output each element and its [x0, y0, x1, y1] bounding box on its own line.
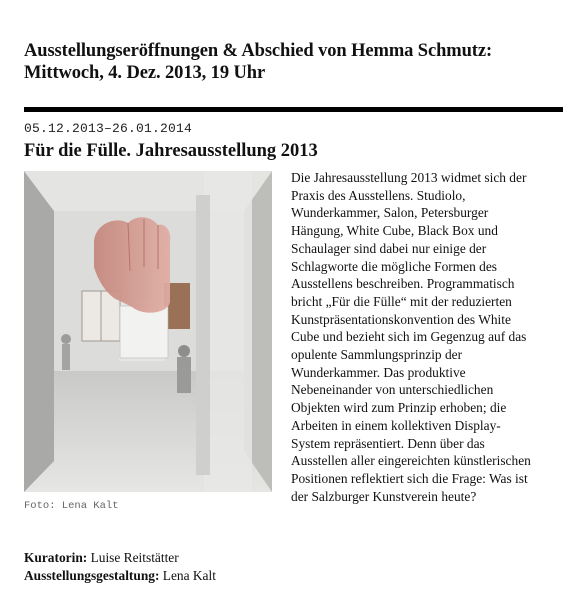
description-line: Wunderkammer, Salon, Petersburger — [291, 205, 489, 221]
description-line: Positionen reflektiert sich die Frage: Was ist — [291, 470, 528, 486]
design-label: Ausstellungsgestaltung: — [24, 568, 160, 583]
credits — [24, 549, 216, 585]
description-line: Praxis des Ausstellens. Studiolo, — [291, 187, 466, 203]
description-line: Ausstellen aller eingereichten künstlerischen — [291, 453, 531, 469]
headline-line-1: Ausstellungseröffnungen & Abschied von Hemma Schmutz: — [24, 41, 493, 61]
description-line: bricht „Für die Fülle“ mit der reduzierten — [291, 293, 512, 309]
design-name: Lena Kalt — [159, 568, 216, 583]
description-line: Arbeiten in einem kollektiven Display- — [291, 417, 501, 433]
description-line: Die Jahresausstellung 2013 widmet sich der — [291, 170, 527, 185]
curator-name: Luise Reitstätter — [87, 550, 179, 565]
description-line: Wunderkammer. Das produktive — [291, 364, 466, 380]
headline-line-2: Mittwoch, 4. Dez. 2013, 19 Uhr — [24, 63, 266, 83]
exhibition-photo-image — [24, 171, 272, 492]
description-line: Hängung, White Cube, Black Box und — [291, 223, 498, 239]
exhibition-title: Für die Fülle. Jahresausstellung 2013 — [24, 141, 318, 161]
exhibition-dates: 05.12.2013–26.01.2014 — [24, 121, 193, 136]
headline — [24, 40, 564, 84]
description-line: Schaulager sind dabei nur einige der — [291, 240, 487, 256]
description-line: Objekten wird zum Prinzip erhoben; die — [291, 400, 507, 416]
design-credit — [24, 567, 216, 585]
description-line: Ausstellens beschreiben. Programmatisch — [291, 276, 515, 292]
exhibition-description — [291, 169, 567, 505]
description-line: opulente Sammlungsprinzip der — [291, 347, 463, 363]
photo-caption: Foto: Lena Kalt — [24, 500, 119, 512]
divider-rule — [24, 107, 563, 112]
description-line: Kunstpräsentationskonvention des White — [291, 311, 511, 327]
curator-label: Kuratorin: — [24, 550, 88, 565]
exhibition-photo — [24, 171, 272, 492]
description-line: Schlagworte die mögliche Formen des — [291, 258, 498, 274]
curator-credit — [24, 549, 216, 567]
description-line: Nebeneinander von unterschiedlichen — [291, 382, 494, 398]
description-line: der Salzburger Kunstverein heute? — [291, 488, 477, 504]
description-line: Cube und bezieht sich im Gegenzug auf das — [291, 329, 527, 345]
description-line: System repräsentiert. Denn über das — [291, 435, 485, 451]
